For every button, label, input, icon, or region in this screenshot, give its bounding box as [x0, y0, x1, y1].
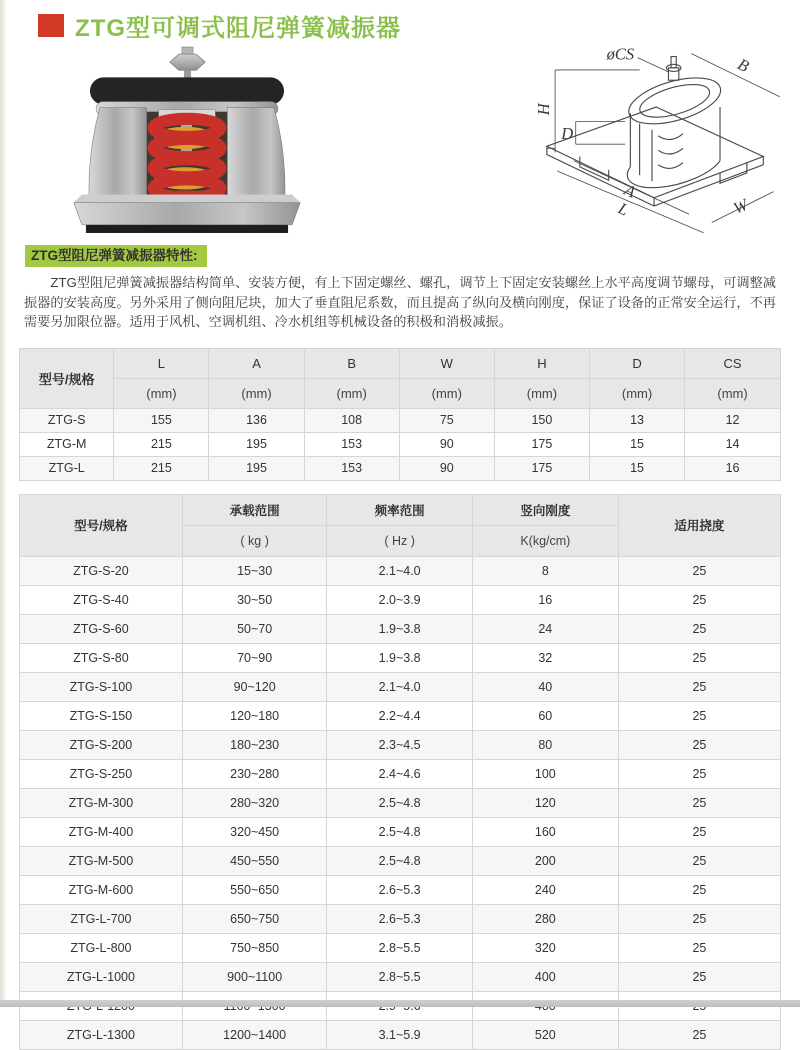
spec-table-header: [20, 494, 781, 556]
red-square-bullet-icon: [38, 14, 64, 37]
stiffness-cell: 8: [472, 556, 618, 585]
stiffness-cell: 240: [472, 875, 618, 904]
load-range-cell: 900~1100: [182, 962, 327, 991]
value-cell: 175: [494, 432, 589, 456]
value-cell: 108: [304, 408, 399, 432]
spec-table-row: [20, 585, 781, 614]
spec-col-load: 承载范围: [182, 494, 327, 525]
frequency-range-cell: 2.2~4.4: [327, 701, 472, 730]
deflection-cell: 25: [618, 585, 780, 614]
label-w: W: [730, 194, 751, 218]
frequency-range-cell: 2.5~4.8: [327, 846, 472, 875]
spec-col-stiffness: 竖向刚度: [472, 494, 618, 525]
rubber-base-pad: [86, 225, 288, 233]
value-cell: 75: [399, 408, 494, 432]
model-cell: ZTG-S-60: [20, 614, 183, 643]
deflection-cell: 25: [618, 817, 780, 846]
deflection-cell: 25: [618, 933, 780, 962]
dim-unit: (mm): [209, 378, 304, 408]
spec-table-row: [20, 730, 781, 759]
page-header: [0, 0, 800, 41]
value-cell: 153: [304, 432, 399, 456]
label-d: D: [561, 124, 574, 143]
deflection-cell: 25: [618, 1020, 780, 1049]
spec-table-row: [20, 672, 781, 701]
value-cell: 136: [209, 408, 304, 432]
spec-table: [19, 494, 781, 1050]
frequency-range-cell: 2.1~4.0: [327, 672, 472, 701]
spec-table-row: [20, 904, 781, 933]
value-cell: 16: [685, 456, 781, 480]
frequency-range-cell: 2.6~5.3: [327, 875, 472, 904]
load-range-cell: 50~70: [182, 614, 327, 643]
load-range-cell: 280~320: [182, 788, 327, 817]
spec-table-row: [20, 817, 781, 846]
deflection-cell: 25: [618, 846, 780, 875]
spec-col-deflection: 适用挠度: [618, 494, 780, 556]
dim-unit: (mm): [589, 378, 684, 408]
label-h: H: [533, 103, 553, 116]
value-cell: 215: [114, 456, 209, 480]
load-range-cell: 120~180: [182, 701, 327, 730]
frequency-range-cell: 2.5~4.8: [327, 788, 472, 817]
value-cell: 155: [114, 408, 209, 432]
load-range-cell: 750~850: [182, 933, 327, 962]
dimension-drawing: [518, 41, 786, 237]
dim-col-L: L: [114, 348, 209, 378]
dim-unit: (mm): [399, 378, 494, 408]
spec-table-row: [20, 556, 781, 585]
stiffness-cell: 520: [472, 1020, 618, 1049]
dim-table-row: [20, 432, 781, 456]
dim-col-H: H: [494, 348, 589, 378]
label-b: B: [734, 54, 753, 76]
deflection-cell: 25: [618, 672, 780, 701]
frequency-range-cell: 2.8~5.5: [327, 962, 472, 991]
value-cell: 90: [399, 432, 494, 456]
load-range-cell: 230~280: [182, 759, 327, 788]
value-cell: 90: [399, 456, 494, 480]
model-cell: ZTG-S-150: [20, 701, 183, 730]
spec-unit-stiffness: K(kg/cm): [472, 525, 618, 556]
dim-unit: (mm): [114, 378, 209, 408]
deflection-cell: 25: [618, 788, 780, 817]
spec-table-row: [20, 643, 781, 672]
dimensions-table-header: [20, 348, 781, 408]
value-cell: 150: [494, 408, 589, 432]
dimensions-table: [19, 348, 781, 481]
frequency-range-cell: 2.6~5.3: [327, 904, 472, 933]
spec-col-model: 型号/规格: [20, 494, 183, 556]
dim-unit: (mm): [304, 378, 399, 408]
load-range-cell: 550~650: [182, 875, 327, 904]
value-cell: 15: [589, 432, 684, 456]
model-cell: ZTG-S-100: [20, 672, 183, 701]
stiffness-cell: 60: [472, 701, 618, 730]
frequency-range-cell: 2.4~4.6: [327, 759, 472, 788]
stiffness-cell: 320: [472, 933, 618, 962]
stiffness-cell: 160: [472, 817, 618, 846]
model-cell: ZTG-M-400: [20, 817, 183, 846]
frequency-range-cell: 1.9~3.8: [327, 643, 472, 672]
frequency-range-cell: 2.8~5.5: [327, 933, 472, 962]
deflection-cell: 25: [618, 904, 780, 933]
value-cell: 12: [685, 408, 781, 432]
model-cell: ZTG-S-20: [20, 556, 183, 585]
spec-table-row: [20, 701, 781, 730]
model-cell: ZTG-S-40: [20, 585, 183, 614]
dim-col-B: B: [304, 348, 399, 378]
deflection-cell: 25: [618, 875, 780, 904]
load-range-cell: 320~450: [182, 817, 327, 846]
dim-col-W: W: [399, 348, 494, 378]
spec-table-row: [20, 846, 781, 875]
value-cell: 15: [589, 456, 684, 480]
value-cell: 14: [685, 432, 781, 456]
load-range-cell: 70~90: [182, 643, 327, 672]
dim-unit: (mm): [685, 378, 781, 408]
dimension-labels: [534, 45, 752, 220]
stiffness-cell: 32: [472, 643, 618, 672]
spec-table-row: [20, 962, 781, 991]
deflection-cell: 25: [618, 962, 780, 991]
model-cell: ZTG-L: [20, 456, 114, 480]
load-range-cell: 90~120: [182, 672, 327, 701]
frequency-range-cell: 2.1~4.0: [327, 556, 472, 585]
model-cell: ZTG-L-1000: [20, 962, 183, 991]
value-cell: 13: [589, 408, 684, 432]
stiffness-cell: 400: [472, 962, 618, 991]
deflection-cell: 25: [618, 759, 780, 788]
model-cell: ZTG-M-600: [20, 875, 183, 904]
dim-table-row: [20, 456, 781, 480]
label-a: A: [621, 180, 639, 202]
model-cell: ZTG-S: [20, 408, 114, 432]
model-cell: ZTG-S-80: [20, 643, 183, 672]
value-cell: 215: [114, 432, 209, 456]
load-range-cell: 450~550: [182, 846, 327, 875]
dim-col-D: D: [589, 348, 684, 378]
label-l: L: [615, 198, 632, 220]
load-range-cell: 1200~1400: [182, 1020, 327, 1049]
frequency-range-cell: 3.1~5.9: [327, 1020, 472, 1049]
features-paragraph: ZTG型阻尼弹簧减振器结构简单、安装方便，有上下固定螺丝、螺孔，调节上下固定安装螺丝上水平高度调节螺母，可调整减振器的安装高度。另外采用了侧向阻尼块，加大了垂直阻尼系数，而且提高了纵向及横向刚度，保证了设备的正常安全运行，不再需要另加限位器。适用于风机、空调机组、冷水机组等机械设备的积极和消极减振。: [24, 275, 776, 329]
model-cell: ZTG-M-500: [20, 846, 183, 875]
spec-unit-load: ( kg ): [182, 525, 327, 556]
model-cell: ZTG-M: [20, 432, 114, 456]
dim-unit: (mm): [494, 378, 589, 408]
page-bottom-edge: [0, 1000, 800, 1007]
stiffness-cell: 16: [472, 585, 618, 614]
dim-table-body: [20, 408, 781, 480]
load-range-cell: 15~30: [182, 556, 327, 585]
model-cell: ZTG-S-250: [20, 759, 183, 788]
images-row: [0, 41, 800, 237]
spec-unit-freq: ( Hz ): [327, 525, 472, 556]
load-range-cell: 30~50: [182, 585, 327, 614]
deflection-cell: 25: [618, 614, 780, 643]
stiffness-cell: 80: [472, 730, 618, 759]
spec-table-row: [20, 933, 781, 962]
spec-table-row: [20, 614, 781, 643]
model-cell: ZTG-L-700: [20, 904, 183, 933]
frequency-range-cell: 2.5~4.8: [327, 817, 472, 846]
dim-table-row: [20, 408, 781, 432]
spec-table-row: [20, 1020, 781, 1049]
deflection-cell: 25: [618, 730, 780, 759]
product-photo: [62, 45, 312, 237]
value-cell: 195: [209, 432, 304, 456]
spec-table-row: [20, 759, 781, 788]
hex-nut: [170, 54, 205, 70]
stiffness-cell: 280: [472, 904, 618, 933]
stiffness-cell: 200: [472, 846, 618, 875]
deflection-cell: 25: [618, 643, 780, 672]
spec-col-freq: 频率范围: [327, 494, 472, 525]
deflection-cell: 25: [618, 556, 780, 585]
spec-table-row: [20, 875, 781, 904]
dim-col-CS: CS: [685, 348, 781, 378]
load-range-cell: 650~750: [182, 904, 327, 933]
stiffness-cell: 40: [472, 672, 618, 701]
page-title: ZTG型可调式阻尼弹簧减振器: [75, 14, 401, 42]
rubber-top-plate: [90, 77, 284, 104]
stiffness-cell: 120: [472, 788, 618, 817]
spec-table-row: [20, 788, 781, 817]
base-top: [74, 195, 300, 203]
frequency-range-cell: 1.9~3.8: [327, 614, 472, 643]
features-heading: ZTG型阻尼弹簧减振器特性:: [25, 245, 207, 267]
model-cell: ZTG-L-800: [20, 933, 183, 962]
dim-col-model: 型号/规格: [20, 348, 114, 408]
stiffness-cell: 100: [472, 759, 618, 788]
model-cell: ZTG-M-300: [20, 788, 183, 817]
spec-table-body: [20, 556, 781, 1049]
model-cell: ZTG-L-1300: [20, 1020, 183, 1049]
dim-col-A: A: [209, 348, 304, 378]
stiffness-cell: 24: [472, 614, 618, 643]
value-cell: 195: [209, 456, 304, 480]
frequency-range-cell: 2.3~4.5: [327, 730, 472, 759]
deflection-cell: 25: [618, 701, 780, 730]
frequency-range-cell: 2.0~3.9: [327, 585, 472, 614]
model-cell: ZTG-S-200: [20, 730, 183, 759]
value-cell: 175: [494, 456, 589, 480]
value-cell: 153: [304, 456, 399, 480]
label-cs: øCS: [606, 44, 635, 64]
load-range-cell: 180~230: [182, 730, 327, 759]
base-plate: [74, 203, 300, 225]
